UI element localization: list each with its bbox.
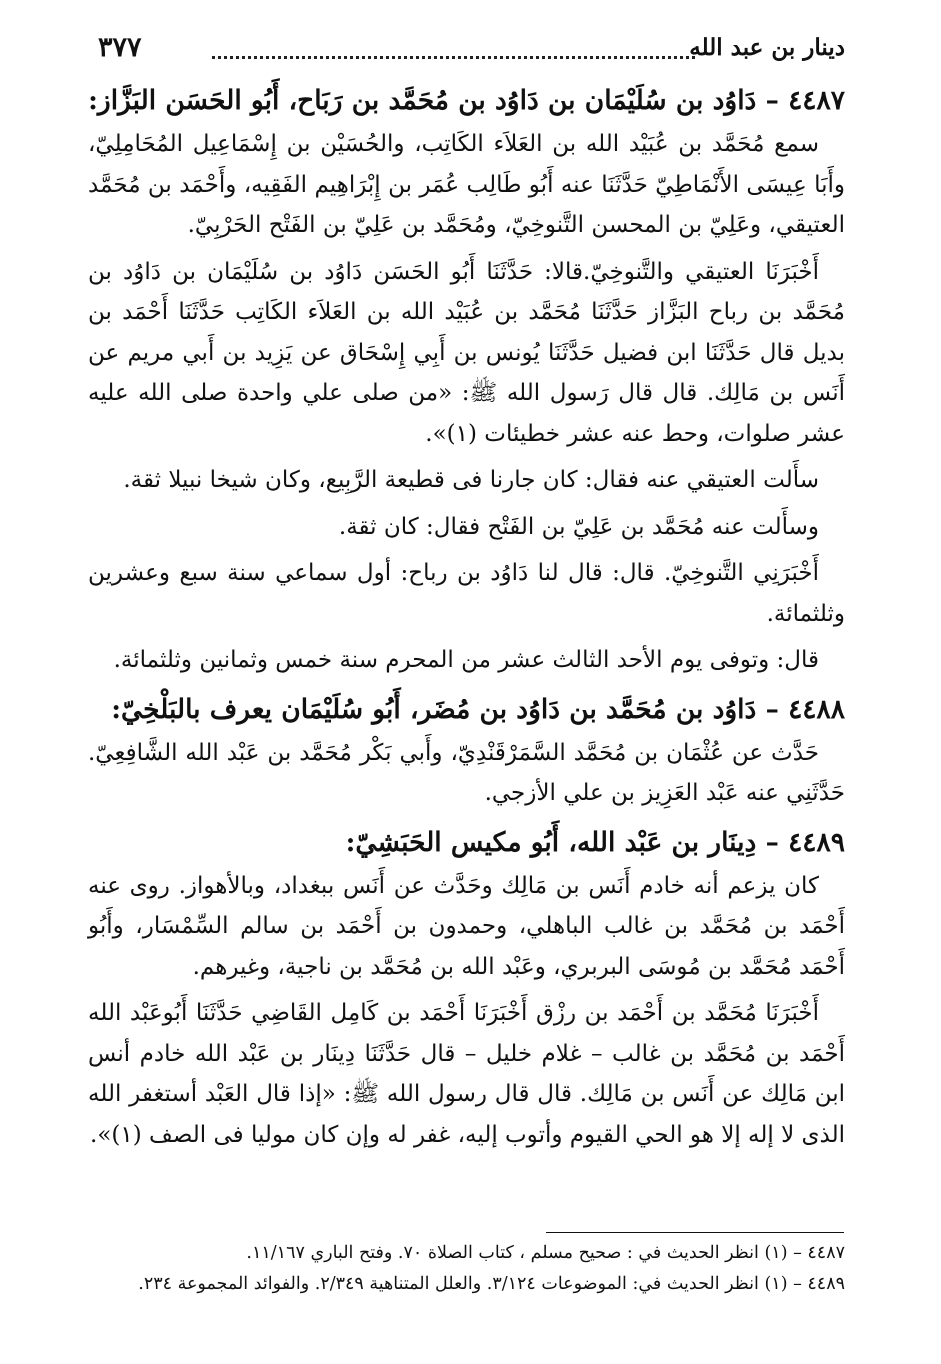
paragraph: وسأَلت عنه مُحَمَّد بن عَلِيّ بن الفَتْح فقال: كان ثقة. xyxy=(338,513,819,540)
entry-heading: ٤٤٨٧ – دَاوُد بن سُلَيْمَان بن دَاوُد بن مُحَمَّد بن رَبَاح، أَبُو الحَسَن البَزَّاز: xyxy=(88,85,845,116)
page-header xyxy=(90,32,845,72)
paragraph: سمع مُحَمَّد بن عُبَيْد الله بن العَلاَء الكَاتِب، والحُسَيْن بن إِسْمَاعِيل المُحَامِلِيّ، وأَبَا عِيسَى الأَنْمَاطِيّ حَدَّثَنَا عنه أَبُو طَالِب عُمَر بن إِبْرَاهِيم الفَقِيه، وأَحْمَد بن مُحَمَّد العتيقي، وعَلِيّ بن المحسن التَّنوخِيّ، ومُحَمَّد بن عَلِيّ بن الفَتْح الحَرْبِيّ. xyxy=(88,131,845,238)
footnote-separator xyxy=(546,1232,844,1233)
footnote: ٤٤٨٧ – (١) انظر الحديث في : صحيح مسلم ، كتاب الصلاة ٧٠. وفتح الباري ١١/١٦٧. xyxy=(246,1243,845,1263)
page-body xyxy=(88,78,845,1161)
paragraph: قال: وتوفى يوم الأحد الثالث عشر من المحرم سنة خمس وثمانين وثلثمائة. xyxy=(113,647,819,673)
entry-heading: ٤٤٨٨ – دَاوُد بن مُحَمَّد بن دَاوُد بن مُضَر، أَبُو سُلَيْمَان يعرف بالبَلْخِيّ: xyxy=(111,693,845,725)
paragraph: سأَلت العتيقي عنه فقال: كان جارنا فى قطيعة الرَّبِيع، وكان شيخا نبيلا ثقة. xyxy=(123,467,819,493)
header-dotted-leader xyxy=(212,56,695,59)
paragraph: أَخْبَرَنَا العتيقي والتَّنوخِيّ.قالا: حَدَّثَنَا أَبُو الحَسَن دَاوُد بن سُلَيْمَان بن دَاوُد بن مُحَمَّد بن رباح البَزَّاز حَدَّثَنَا مُحَمَّد بن عُبَيْد الله بن العَلاَء الكَاتِب حَدَّثَنَا أَحْمَد بن بديل قال حَدَّثَنَا ابن فضيل حَدَّثَنَا يُونس بن أَبِي إِسْحَاق عن يَزِيد بن أَبي مريم عن أَنَس بن مَالِك. قال قال رَسول الله ﷺ: «من صلى علي واحدة صلى الله عليه عشر صلوات، وحط عنه عشر خطيئات (١)». xyxy=(88,258,845,447)
running-title: دينار بن عبد الله xyxy=(689,34,845,61)
footnotes xyxy=(88,1238,845,1300)
paragraph: كان يزعم أنه خادم أَنَس بن مَالِك وحَدَّث عن أَنَس ببغداد، وبالأهواز. روى عنه أَحْمَد بن مُحَمَّد بن غالب الباهلي، وحمدون بن أَحْمَد بن سالم السِّمْسَار، وأَبُو أَحْمَد مُحَمَّد بن مُوسَى البربري، وعَبْد الله بن مُحَمَّد بن ناجية، وغيرهم. xyxy=(88,872,845,980)
entry-heading: ٤٤٨٩ – دِينَار بن عَبْد الله، أَبُو مكيس الحَبَشِيّ: xyxy=(345,826,845,858)
page-number: ٣٧٧ xyxy=(98,32,142,63)
paragraph: أَخْبَرَنَا مُحَمَّد بن أَحْمَد بن رزْق أَخْبَرَنَا أَحْمَد بن كَامِل القَاضِي حَدَّثَنَا أَبُوعَبْد الله أَحْمَد بن مُحَمَّد بن غالب – غلام خليل – قال حَدَّثَنَا دِينَار بن عَبْد الله خادم أنس ابن مَالِك عن أَنَس بن مَالِك. قال قال رسول الله ﷺ: «إذا قال العَبْد أستغفر الله الذى لا إله إلا هو الحي القيوم وأتوب إليه، غفر له وإن كان موليا فى الصف (١)». xyxy=(88,1000,845,1148)
paragraph: حَدَّث عن عُثْمَان بن مُحَمَّد السَّمَرْقَنْدِيّ، وأَبي بَكْر مُحَمَّد بن عَبْد الله الشَّافِعِيّ. حَدَّثَنِي عنه عَبْد العَزِيز بن علي الأزجي. xyxy=(88,739,845,806)
footnote: ٤٤٨٩ – (١) انظر الحديث في: الموضوعات ٣/١٢٤. والعلل المتناهية ٢/٣٤٩. والفوائد المجموعة ٢٣٤. xyxy=(138,1274,845,1294)
paragraph: أَخْبَرَنِي التَّنوخِيّ. قال: قال لنا دَاوُد بن رباح: أول سماعي سنة سبع وعشرين وثلثمائة. xyxy=(88,560,845,627)
